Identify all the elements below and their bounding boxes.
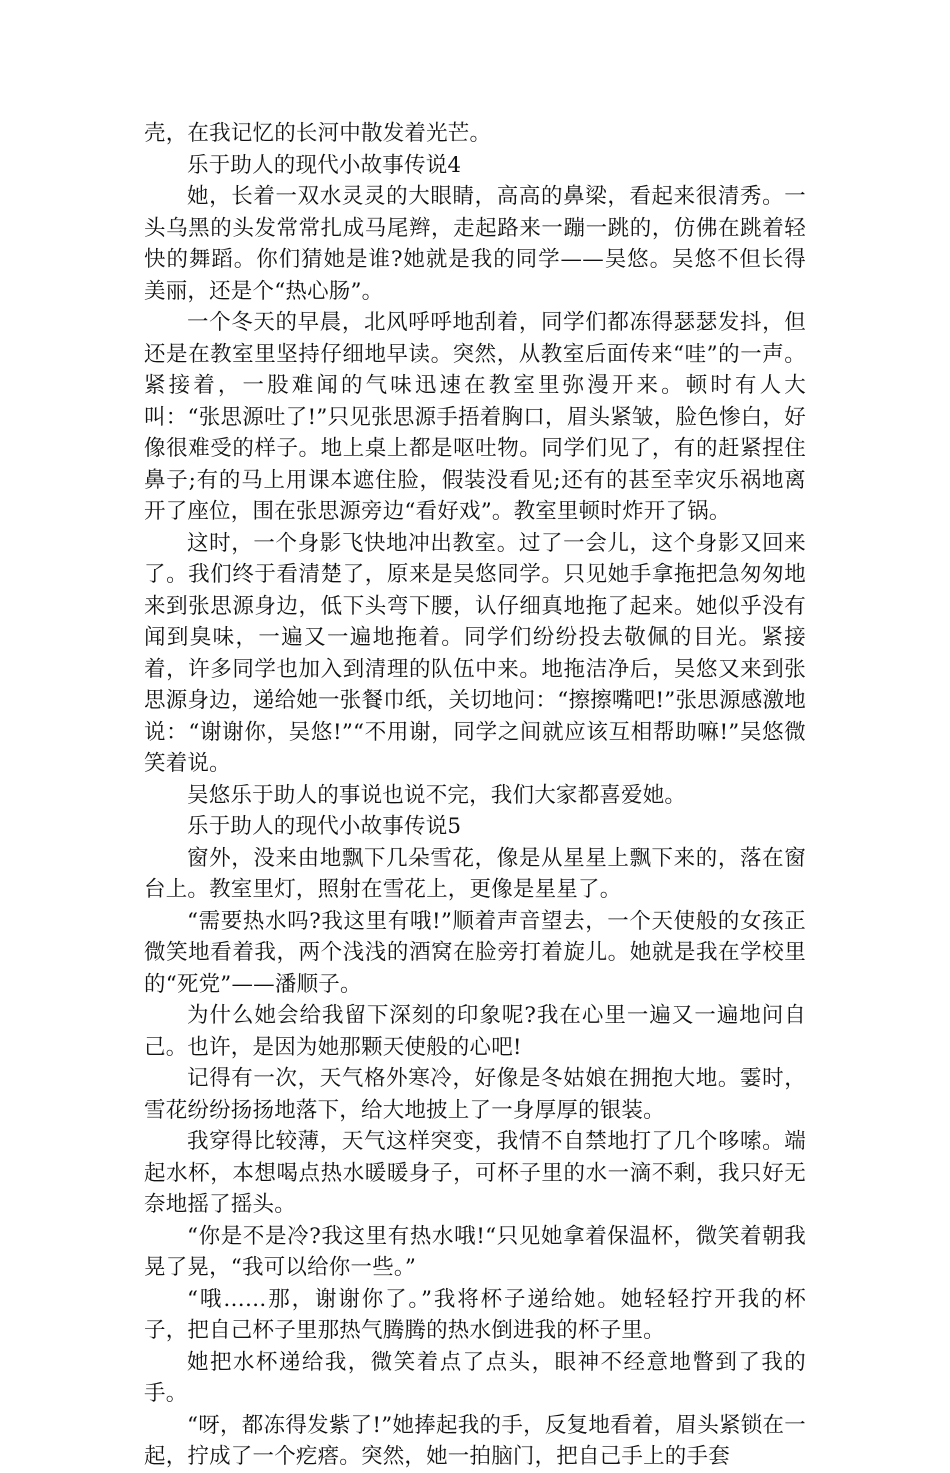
paragraph: 壳，在我记忆的长河中散发着光芒。 bbox=[144, 121, 492, 146]
paragraph: 我穿得比较薄，天气这样突变，我情不自禁地打了几个哆嗦。端起水杯，本想喝点热水暖暖身子，可杯子里的水一滴不剩，我只好无奈地摇了摇头。 bbox=[144, 1129, 806, 1217]
document-body bbox=[144, 118, 806, 1473]
paragraph: 一个冬天的早晨，北风呼呼地刮着，同学们都冻得瑟瑟发抖，但还是在教室里坚持仔细地早读。突然，从教室后面传来“哇”的一声。紧接着，一股难闻的气味迅速在教室里弥漫开来。顿时有人大叫：“张思源吐了!”只见张思源手捂着胸口，眉头紧皱，脸色惨白，好像很难受的样子。地上桌上都是呕吐物。同学们见了，有的赶紧捏住鼻子;有的马上用课本遮住脸，假装没看见;还有的甚至幸灾乐祸地离开了座位，围在张思源旁边“看好戏”。教室里顿时炸开了锅。 bbox=[144, 310, 806, 524]
paragraph: “你是不是冷?我这里有热水哦!“只见她拿着保温杯，微笑着朝我晃了晃，“我可以给你一些。” bbox=[144, 1223, 806, 1280]
section-heading: 乐于助人的现代小故事传说5 bbox=[187, 814, 462, 839]
section-heading: 乐于助人的现代小故事传说4 bbox=[187, 152, 462, 178]
paragraph: 她把水杯递给我，微笑着点了点头，眼神不经意地瞥到了我的手。 bbox=[144, 1349, 806, 1406]
paragraph: 她，长着一双水灵灵的大眼睛，高高的鼻梁，看起来很清秀。一头乌黑的头发常常扎成马尾辫，走起路来一蹦一跳的，仿佛在跳着轻快的舞蹈。你们猜她是谁?她就是我的同学——吴悠。吴悠不但长得美丽，还是个“热心肠”。 bbox=[144, 184, 806, 304]
paragraph: 窗外，没来由地飘下几朵雪花，像是从星星上飘下来的，落在窗台上。教室里灯，照射在雪花上，更像是星星了。 bbox=[144, 845, 806, 902]
paragraph: 吴悠乐于助人的事说也说不完，我们大家都喜爱她。 bbox=[187, 782, 687, 808]
paragraph: 为什么她会给我留下深刻的印象呢?我在心里一遍又一遍地问自己。也许，是因为她那颗天使般的心吧! bbox=[144, 1003, 806, 1060]
paragraph: 这时，一个身影飞快地冲出教室。过了一会儿，这个身影又回来了。我们终于看清楚了，原来是吴悠同学。只见她手拿拖把急匆匆地来到张思源身边，低下头弯下腰，认仔细真地拖了起来。她似乎没有闻到臭味，一遍又一遍地拖着。同学们纷纷投去敬佩的目光。紧接着，许多同学也加入到清理的队伍中来。地拖洁净后，吴悠又来到张思源身边，递给她一张餐巾纸，关切地问：“擦擦嘴吧!”张思源感激地说：“谢谢你，吴悠!”“不用谢，同学之间就应该互相帮助嘛!”吴悠微笑着说。 bbox=[144, 530, 806, 776]
paragraph: “呀，都冻得发紫了!”她捧起我的手，反复地看着，眉头紧锁在一起，拧成了一个疙瘩。突然，她一拍脑门，把自己手上的手套 bbox=[144, 1412, 806, 1469]
paragraph: 记得有一次，天气格外寒冷，好像是冬姑娘在拥抱大地。霎时，雪花纷纷扬扬地落下，给大地披上了一身厚厚的银装。 bbox=[144, 1066, 806, 1123]
paragraph: “需要热水吗?我这里有哦!”顺着声音望去，一个天使般的女孩正微笑地看着我，两个浅浅的酒窝在脸旁打着旋儿。她就是我在学校里的“死党”——潘顺子。 bbox=[144, 908, 806, 997]
paragraph: “哦……那，谢谢你了。”我将杯子递给她。她轻轻拧开我的杯子，把自己杯子里那热气腾腾的热水倒进我的杯子里。 bbox=[144, 1286, 806, 1343]
